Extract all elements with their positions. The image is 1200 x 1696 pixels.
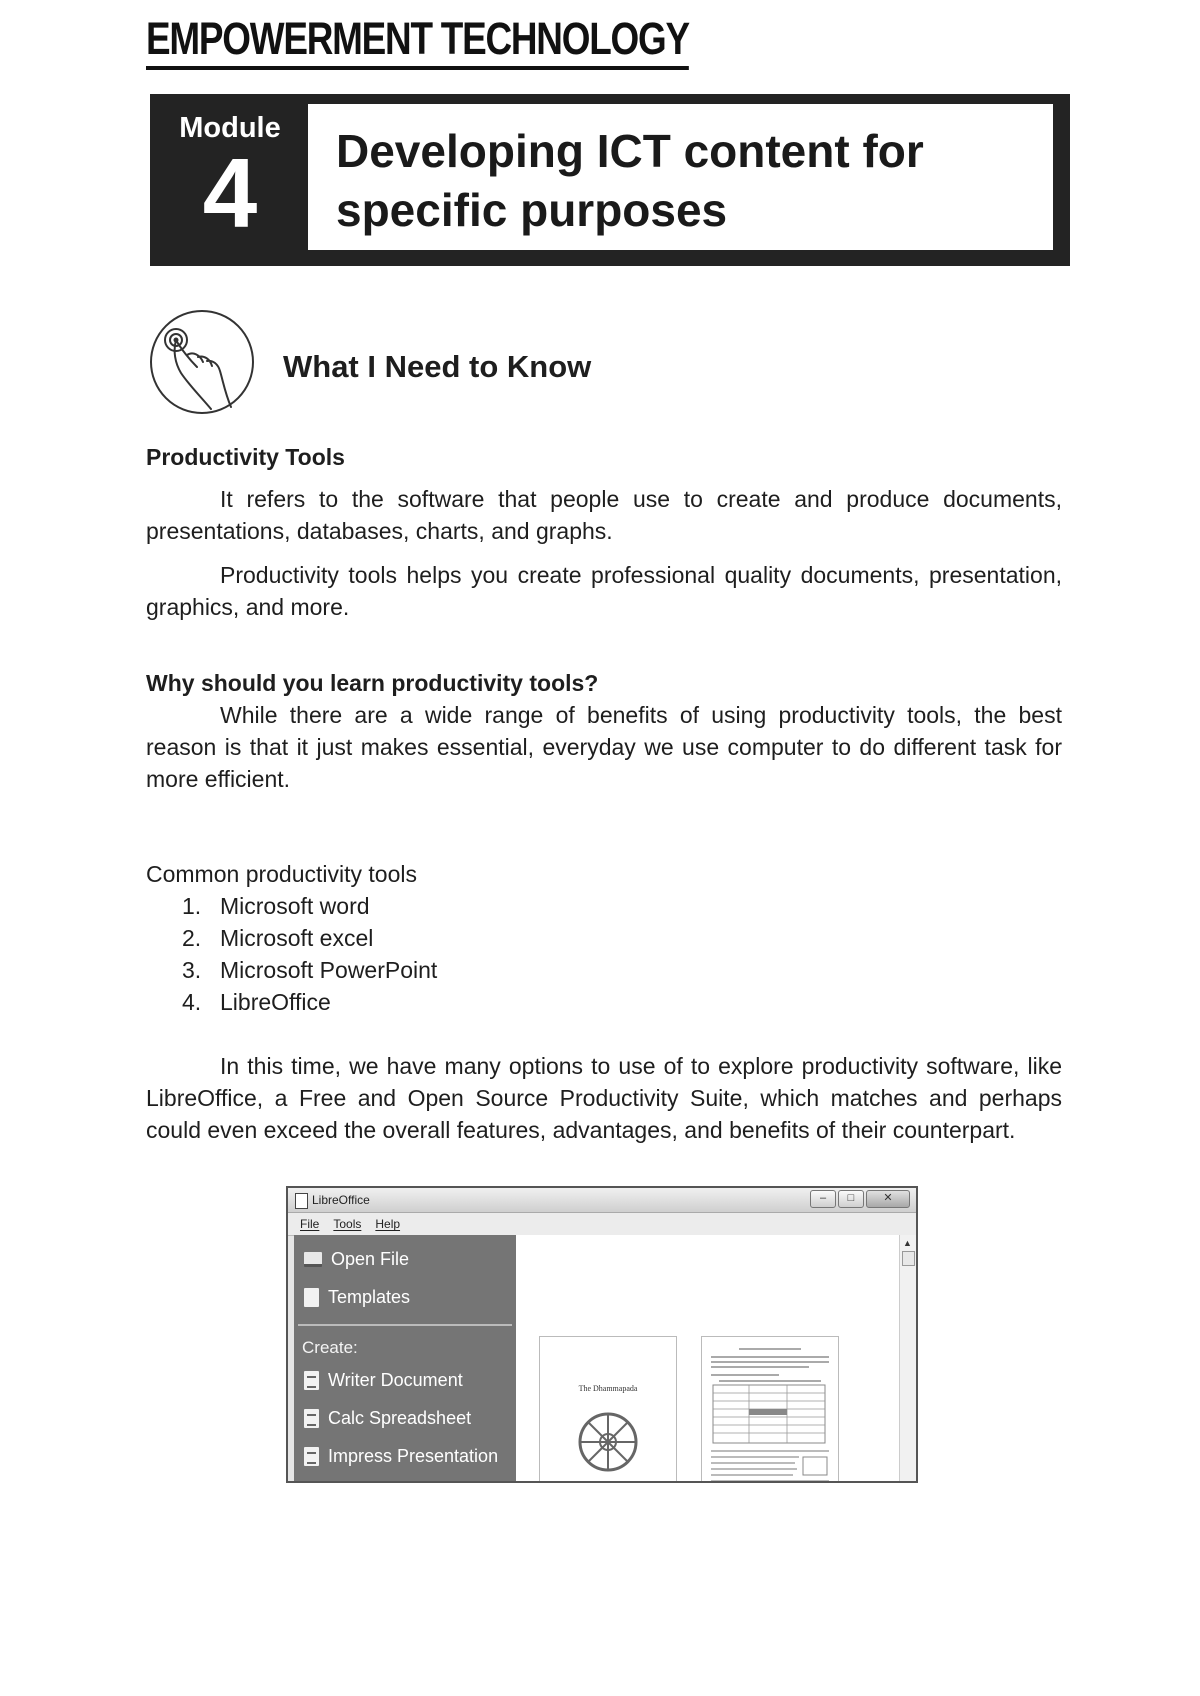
menu-file[interactable]: File [300,1217,320,1231]
impress-icon [304,1447,319,1466]
common-tools-list [146,890,437,1018]
productivity-tools-section [146,441,1062,623]
closing-paragraph: In this time, we have many options to use of to explore productivity software, like LibreOffice, a Free and Open Source Productivity Suite, which matches and perhaps could even exceed the overall features, advantages, and benefits of their counterpart. [146,1053,1062,1143]
impress-presentation-button[interactable]: Impress Presentation [304,1446,498,1467]
recent-documents-area [516,1235,916,1481]
list-item: 4. LibreOffice [182,989,331,1015]
productivity-tools-heading: Productivity Tools [146,444,345,470]
maximize-icon[interactable]: □ [838,1190,864,1208]
document-text-preview [709,1345,831,1483]
why-learn-heading: Why should you learn productivity tools? [146,670,599,696]
scrollbar-thumb[interactable] [902,1251,915,1266]
scroll-up-icon[interactable]: ▲ [903,1238,912,1248]
writer-document-button[interactable]: Writer Document [304,1370,463,1391]
writer-icon [304,1371,319,1390]
start-center-sidebar [294,1235,516,1481]
document-icon [295,1193,308,1209]
template-icon [304,1288,319,1307]
module-title-line1: Developing ICT content for [336,125,924,177]
why-learn-paragraph: While there are a wide range of benefits of using productivity tools, the best reason is that it just makes essential, everyday we use computer to do different task for more efficient. [146,702,1062,792]
close-icon[interactable]: ✕ [866,1190,910,1208]
create-label: Create: [302,1338,358,1357]
productivity-tools-paragraph-1: It refers to the software that people use to create and produce documents, presentations, databases, charts, and graphs. [146,486,1062,544]
closing-section [146,1050,1062,1146]
menu-help[interactable]: Help [375,1217,401,1231]
menu-tools[interactable]: Tools [333,1217,362,1231]
templates-button[interactable]: Templates [304,1287,410,1308]
recent-document-thumbnail[interactable] [539,1336,677,1483]
module-number: 4 [202,138,258,248]
common-tools-intro: Common productivity tools [146,861,417,887]
document-title: EMPOWERMENT TECHNOLOGY [146,14,689,70]
module-title-line2: specific purposes [336,184,728,236]
minimize-icon[interactable]: – [810,1190,836,1208]
module-label: Module [179,112,281,144]
section-heading: What I Need to Know [283,349,592,384]
list-item: 2. Microsoft excel [182,925,374,951]
module-title-box [308,104,1053,250]
hand-pointer-icon [145,309,261,415]
vertical-scrollbar[interactable] [899,1235,916,1481]
productivity-tools-paragraph-2: Productivity tools helps you create professional quality documents, presentation, graphics, and more. [146,562,1062,620]
menu-bar [288,1213,916,1236]
folder-icon [304,1252,322,1267]
libreoffice-screenshot [286,1186,918,1483]
recent-document-title: The Dhammapada [578,1384,638,1393]
recent-document-thumbnail[interactable] [701,1336,839,1483]
why-learn-section [146,667,1062,795]
calc-spreadsheet-button[interactable]: Calc Spreadsheet [304,1408,471,1429]
list-item: 1. Microsoft word [182,893,370,919]
window-titlebar [288,1188,916,1213]
list-item: 3. Microsoft PowerPoint [182,957,438,983]
calc-icon [304,1409,319,1428]
module-title [336,122,1053,240]
dharma-wheel-icon [576,1410,640,1474]
open-file-button[interactable]: Open File [304,1249,409,1270]
sidebar-divider [298,1324,512,1326]
module-banner [150,94,1070,266]
window-title: LibreOffice [312,1193,370,1207]
